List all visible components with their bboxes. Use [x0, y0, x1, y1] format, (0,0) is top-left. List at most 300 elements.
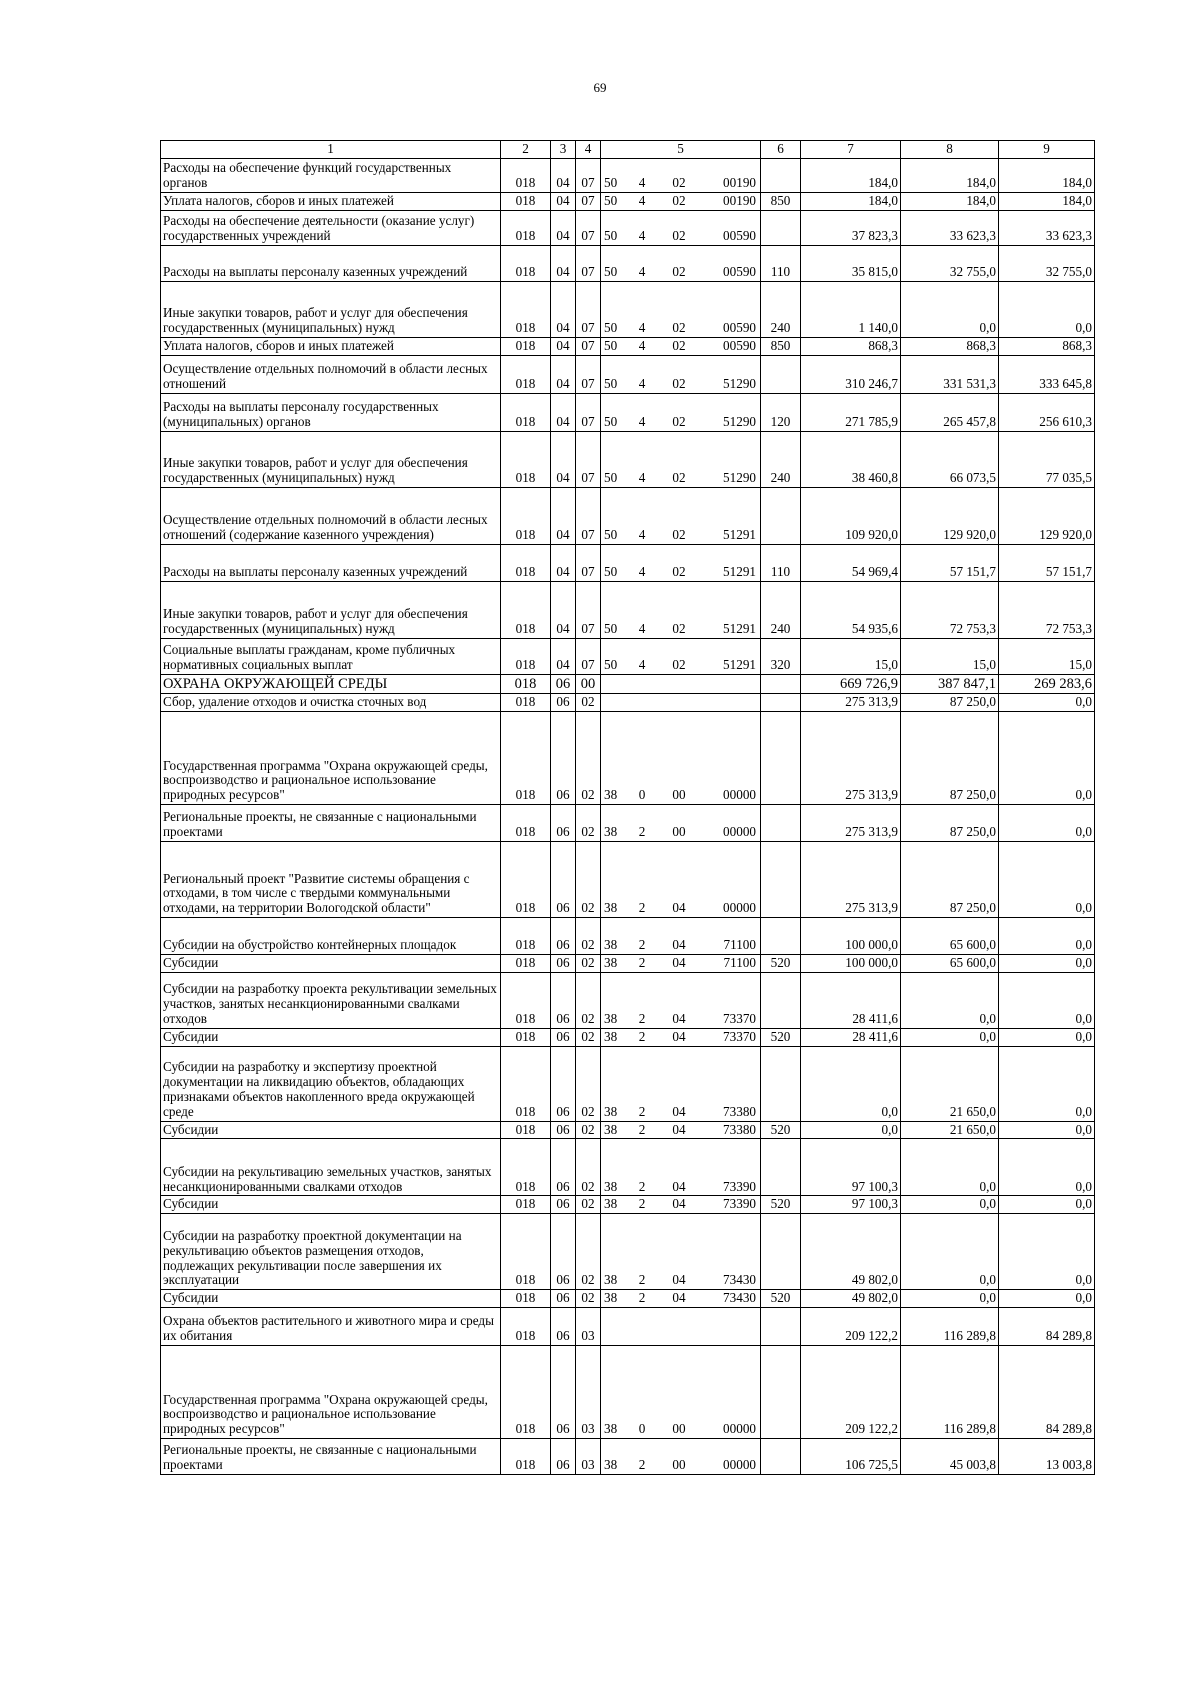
target-article-part: 00000: [723, 900, 756, 916]
cell-subsection-code: 02: [576, 1139, 601, 1196]
target-article-part: 02: [672, 564, 686, 579]
table-row: [161, 805, 1095, 842]
cell-expense-type: [761, 712, 801, 805]
target-article-part: 02: [672, 470, 686, 485]
cell-amount-col8: 66 073,5: [901, 431, 999, 487]
target-article-part: 73430: [723, 1272, 756, 1288]
target-article-part: 04: [672, 1011, 686, 1027]
cell-section-code: 06: [551, 972, 576, 1028]
cell-amount-col9: 0,0: [999, 1028, 1095, 1046]
target-article-part: 38: [604, 824, 618, 840]
cell-section-code: 06: [551, 694, 576, 712]
cell-subsection-code: 02: [576, 1046, 601, 1121]
table-row: [161, 1139, 1095, 1196]
target-article-part: 02: [672, 338, 686, 353]
cell-target-article: [601, 431, 761, 487]
cell-amount-col9: 184,0: [999, 192, 1095, 210]
cell-target-article: [601, 393, 761, 431]
cell-amount-col7: 275 313,9: [801, 694, 901, 712]
target-article-part: 04: [672, 900, 686, 916]
cell-target-article: [601, 1028, 761, 1046]
row-name: Субсидии на обустройство контейнерных площадок: [161, 918, 501, 955]
cell-ministry-code: 018: [501, 1214, 551, 1290]
header-col-1: 1: [161, 141, 501, 159]
cell-subsection-code: 02: [576, 1290, 601, 1308]
cell-target-article: [601, 805, 761, 842]
budget-table: [160, 140, 1095, 1475]
cell-amount-col8: 65 600,0: [901, 918, 999, 955]
cell-target-article: [601, 1290, 761, 1308]
cell-amount-col7: 275 313,9: [801, 805, 901, 842]
target-article-part: 73430: [723, 1290, 756, 1306]
target-article-part: 38: [604, 1011, 618, 1027]
cell-amount-col8: 0,0: [901, 1196, 999, 1214]
target-article-part: 04: [672, 1178, 686, 1194]
row-name: Расходы на обеспечение функций государственных органов: [161, 158, 501, 192]
target-article-part: 04: [672, 1272, 686, 1288]
target-article-part: 4: [638, 320, 646, 335]
cell-amount-col8: 265 457,8: [901, 393, 999, 431]
cell-amount-col7: 35 815,0: [801, 245, 901, 281]
cell-amount-col7: 97 100,3: [801, 1196, 901, 1214]
cell-amount-col7: 669 726,9: [801, 674, 901, 693]
header-col-7: 7: [801, 141, 901, 159]
cell-ministry-code: 018: [501, 158, 551, 192]
cell-amount-col7: 275 313,9: [801, 842, 901, 918]
table-row: [161, 918, 1095, 955]
target-article-part: 02: [672, 264, 686, 279]
cell-subsection-code: 02: [576, 972, 601, 1028]
cell-amount-col7: 209 122,2: [801, 1345, 901, 1438]
cell-amount-col7: 184,0: [801, 158, 901, 192]
cell-amount-col7: 49 802,0: [801, 1214, 901, 1290]
cell-ministry-code: 018: [501, 431, 551, 487]
target-article-part: 2: [638, 1103, 646, 1119]
cell-section-code: 04: [551, 638, 576, 674]
row-name: Расходы на выплаты персоналу казенных учреждений: [161, 544, 501, 581]
cell-amount-col8: 116 289,8: [901, 1307, 999, 1345]
cell-subsection-code: 03: [576, 1307, 601, 1345]
cell-expense-type: [761, 1345, 801, 1438]
cell-amount-col9: 0,0: [999, 955, 1095, 973]
cell-subsection-code: 07: [576, 337, 601, 355]
target-article-part: 2: [638, 1178, 646, 1194]
row-name: Субсидии на рекультивацию земельных участков, занятых несанкционированными свалками отходов: [161, 1139, 501, 1196]
table-row: [161, 355, 1095, 393]
target-article-part: 50: [604, 564, 618, 579]
target-article-part: 00000: [723, 824, 756, 840]
target-article-part: 4: [638, 414, 646, 429]
target-article-part: 51290: [723, 414, 756, 429]
target-article-part: 00590: [723, 264, 756, 279]
target-article-part: 4: [638, 228, 646, 243]
cell-ministry-code: 018: [501, 694, 551, 712]
target-article-part: 4: [638, 264, 646, 279]
cell-subsection-code: 02: [576, 694, 601, 712]
cell-amount-col7: 1 140,0: [801, 281, 901, 337]
target-article-part: 38: [604, 1178, 618, 1194]
row-name: Сбор, удаление отходов и очистка сточных вод: [161, 694, 501, 712]
cell-ministry-code: 018: [501, 1046, 551, 1121]
cell-target-article: [601, 158, 761, 192]
cell-amount-col7: 271 785,9: [801, 393, 901, 431]
target-article-part: 04: [672, 1103, 686, 1119]
cell-amount-col9: 0,0: [999, 805, 1095, 842]
cell-expense-type: 520: [761, 1196, 801, 1214]
cell-subsection-code: 02: [576, 918, 601, 955]
cell-amount-col8: 21 650,0: [901, 1121, 999, 1139]
cell-ministry-code: 018: [501, 1139, 551, 1196]
cell-target-article: [601, 1438, 761, 1474]
cell-amount-col9: 0,0: [999, 281, 1095, 337]
target-article-part: 2: [638, 900, 646, 916]
table-row: [161, 281, 1095, 337]
cell-amount-col9: 33 623,3: [999, 210, 1095, 245]
cell-expense-type: 240: [761, 431, 801, 487]
cell-ministry-code: 018: [501, 805, 551, 842]
cell-amount-col7: 37 823,3: [801, 210, 901, 245]
header-col-5: 5: [601, 141, 761, 159]
cell-section-code: 06: [551, 918, 576, 955]
target-article-part: 50: [604, 376, 618, 391]
cell-subsection-code: 02: [576, 1214, 601, 1290]
cell-amount-col9: 0,0: [999, 1121, 1095, 1139]
row-name: Субсидии на разработку проектной документации на рекультивацию объектов размещения отходов, подлежащих рекультивации после завершения их эксплуатации: [161, 1214, 501, 1290]
cell-subsection-code: 03: [576, 1438, 601, 1474]
cell-section-code: 06: [551, 805, 576, 842]
target-article-part: 2: [638, 937, 646, 953]
target-article-part: 38: [604, 1290, 618, 1306]
row-name: Субсидии: [161, 955, 501, 973]
cell-ministry-code: 018: [501, 337, 551, 355]
cell-ministry-code: 018: [501, 487, 551, 544]
row-name: Расходы на выплаты персоналу казенных учреждений: [161, 245, 501, 281]
cell-expense-type: 520: [761, 1028, 801, 1046]
target-article-part: 00190: [723, 193, 756, 208]
cell-amount-col8: 87 250,0: [901, 694, 999, 712]
target-article-part: 50: [604, 338, 618, 353]
cell-amount-col9: 15,0: [999, 638, 1095, 674]
cell-amount-col7: 49 802,0: [801, 1290, 901, 1308]
cell-subsection-code: 07: [576, 192, 601, 210]
cell-subsection-code: 07: [576, 638, 601, 674]
cell-amount-col7: 28 411,6: [801, 972, 901, 1028]
cell-amount-col7: 100 000,0: [801, 955, 901, 973]
target-article-part: 02: [672, 175, 686, 190]
cell-amount-col7: 184,0: [801, 192, 901, 210]
cell-amount-col8: 0,0: [901, 1290, 999, 1308]
cell-ministry-code: 018: [501, 842, 551, 918]
table-header: [161, 141, 1095, 159]
cell-amount-col8: 184,0: [901, 158, 999, 192]
cell-expense-type: [761, 674, 801, 693]
target-article-part: 2: [638, 1028, 646, 1044]
target-article-part: 51291: [723, 564, 756, 579]
cell-subsection-code: 07: [576, 281, 601, 337]
target-article-part: 51291: [723, 657, 756, 672]
cell-ministry-code: 018: [501, 581, 551, 638]
cell-amount-col7: 28 411,6: [801, 1028, 901, 1046]
table-row: [161, 1290, 1095, 1308]
cell-ministry-code: 018: [501, 355, 551, 393]
table-row: [161, 674, 1095, 693]
row-name: Региональный проект "Развитие системы обращения с отходами, в том числе с твердыми коммунальными отходами, на территории Вологодской области": [161, 842, 501, 918]
table-row: [161, 158, 1095, 192]
target-article-part: 02: [672, 376, 686, 391]
cell-target-article: [601, 1345, 761, 1438]
cell-expense-type: 110: [761, 544, 801, 581]
target-article-part: 4: [638, 564, 646, 579]
cell-amount-col8: 0,0: [901, 281, 999, 337]
cell-section-code: 06: [551, 674, 576, 693]
target-article-part: 04: [672, 937, 686, 953]
cell-amount-col9: 32 755,0: [999, 245, 1095, 281]
cell-amount-col8: 15,0: [901, 638, 999, 674]
cell-ministry-code: 018: [501, 1345, 551, 1438]
row-name: Субсидии: [161, 1196, 501, 1214]
target-article-part: 38: [604, 1457, 618, 1473]
target-article-part: 2: [638, 1011, 646, 1027]
cell-amount-col8: 87 250,0: [901, 712, 999, 805]
table-row: [161, 1028, 1095, 1046]
cell-amount-col8: 129 920,0: [901, 487, 999, 544]
cell-ministry-code: 018: [501, 544, 551, 581]
target-article-part: 2: [638, 1290, 646, 1306]
cell-expense-type: [761, 158, 801, 192]
target-article-part: 4: [638, 621, 646, 636]
cell-amount-col8: 0,0: [901, 972, 999, 1028]
cell-amount-col8: 65 600,0: [901, 955, 999, 973]
target-article-part: 00: [672, 824, 686, 840]
target-article-part: 02: [672, 621, 686, 636]
target-article-part: 73370: [723, 1028, 756, 1044]
cell-section-code: 04: [551, 281, 576, 337]
table-row: [161, 192, 1095, 210]
cell-section-code: 06: [551, 712, 576, 805]
cell-section-code: 04: [551, 192, 576, 210]
cell-target-article: [601, 1121, 761, 1139]
table-row: [161, 431, 1095, 487]
cell-amount-col9: 0,0: [999, 842, 1095, 918]
cell-target-article: [601, 674, 761, 693]
target-article-part: 71100: [723, 937, 756, 953]
cell-amount-col8: 45 003,8: [901, 1438, 999, 1474]
cell-amount-col9: 77 035,5: [999, 431, 1095, 487]
target-article-part: 51290: [723, 470, 756, 485]
cell-expense-type: [761, 1046, 801, 1121]
target-article-part: 02: [672, 657, 686, 672]
row-name: Субсидии: [161, 1121, 501, 1139]
row-name: Субсидии: [161, 1290, 501, 1308]
cell-amount-col8: 0,0: [901, 1214, 999, 1290]
header-col-9: 9: [999, 141, 1095, 159]
target-article-part: 4: [638, 657, 646, 672]
target-article-part: 51291: [723, 621, 756, 636]
cell-target-article: [601, 1139, 761, 1196]
target-article-part: 50: [604, 621, 618, 636]
cell-target-article: [601, 245, 761, 281]
cell-section-code: 06: [551, 842, 576, 918]
table-row: [161, 544, 1095, 581]
cell-subsection-code: 02: [576, 805, 601, 842]
cell-amount-col9: 0,0: [999, 1290, 1095, 1308]
table-row: [161, 393, 1095, 431]
cell-ministry-code: 018: [501, 674, 551, 693]
cell-expense-type: [761, 355, 801, 393]
cell-amount-col7: 0,0: [801, 1046, 901, 1121]
cell-amount-col7: 310 246,7: [801, 355, 901, 393]
target-article-part: 04: [672, 1290, 686, 1306]
cell-expense-type: [761, 918, 801, 955]
cell-amount-col7: 0,0: [801, 1121, 901, 1139]
cell-subsection-code: 07: [576, 431, 601, 487]
cell-section-code: 06: [551, 1046, 576, 1121]
cell-subsection-code: 07: [576, 581, 601, 638]
cell-target-article: [601, 842, 761, 918]
cell-section-code: 04: [551, 355, 576, 393]
cell-subsection-code: 02: [576, 1196, 601, 1214]
table-row: [161, 638, 1095, 674]
cell-amount-col9: 0,0: [999, 1214, 1095, 1290]
cell-amount-col7: 38 460,8: [801, 431, 901, 487]
cell-amount-col9: 72 753,3: [999, 581, 1095, 638]
cell-amount-col8: 116 289,8: [901, 1345, 999, 1438]
cell-expense-type: 240: [761, 581, 801, 638]
cell-target-article: [601, 281, 761, 337]
table-row: [161, 1196, 1095, 1214]
target-article-part: 02: [672, 228, 686, 243]
cell-ministry-code: 018: [501, 210, 551, 245]
table-row: [161, 955, 1095, 973]
target-article-part: 38: [604, 937, 618, 953]
table-row: [161, 972, 1095, 1028]
header-col-8: 8: [901, 141, 999, 159]
target-article-part: 2: [638, 824, 646, 840]
cell-amount-col9: 13 003,8: [999, 1438, 1095, 1474]
target-article-part: 50: [604, 414, 618, 429]
cell-target-article: [601, 972, 761, 1028]
cell-ministry-code: 018: [501, 1028, 551, 1046]
target-article-part: 38: [604, 1196, 618, 1212]
cell-section-code: 04: [551, 487, 576, 544]
row-name: Региональные проекты, не связанные с национальными проектами: [161, 1438, 501, 1474]
target-article-part: 51291: [723, 527, 756, 542]
cell-expense-type: 520: [761, 1290, 801, 1308]
cell-target-article: [601, 487, 761, 544]
target-article-part: 73390: [723, 1178, 756, 1194]
row-name: Иные закупки товаров, работ и услуг для обеспечения государственных (муниципальных) нужд: [161, 581, 501, 638]
cell-amount-col8: 0,0: [901, 1139, 999, 1196]
cell-section-code: 06: [551, 1121, 576, 1139]
cell-target-article: [601, 337, 761, 355]
target-article-part: 00000: [723, 1457, 756, 1473]
cell-ministry-code: 018: [501, 918, 551, 955]
cell-target-article: [601, 694, 761, 712]
cell-amount-col9: 333 645,8: [999, 355, 1095, 393]
cell-section-code: 06: [551, 955, 576, 973]
target-article-part: 38: [604, 1421, 618, 1437]
cell-ministry-code: 018: [501, 1438, 551, 1474]
cell-subsection-code: 02: [576, 1028, 601, 1046]
cell-section-code: 04: [551, 544, 576, 581]
cell-ministry-code: 018: [501, 955, 551, 973]
target-article-part: 04: [672, 1196, 686, 1212]
row-name: Расходы на выплаты персоналу государственных (муниципальных) органов: [161, 393, 501, 431]
cell-amount-col9: 0,0: [999, 918, 1095, 955]
target-article-part: 50: [604, 264, 618, 279]
row-name: Расходы на обеспечение деятельности (оказание услуг) государственных учреждений: [161, 210, 501, 245]
header-col-6: 6: [761, 141, 801, 159]
cell-section-code: 06: [551, 1345, 576, 1438]
cell-subsection-code: 07: [576, 158, 601, 192]
cell-ministry-code: 018: [501, 1307, 551, 1345]
cell-amount-col7: 15,0: [801, 638, 901, 674]
cell-expense-type: [761, 1214, 801, 1290]
cell-target-article: [601, 355, 761, 393]
cell-subsection-code: 07: [576, 210, 601, 245]
row-name: Государственная программа "Охрана окружающей среды, воспроизводство и рациональное использование природных ресурсов": [161, 1345, 501, 1438]
cell-amount-col8: 387 847,1: [901, 674, 999, 693]
target-article-part: 00000: [723, 787, 756, 803]
target-article-part: 4: [638, 470, 646, 485]
cell-amount-col7: 54 969,4: [801, 544, 901, 581]
header-col-2: 2: [501, 141, 551, 159]
cell-amount-col9: 256 610,3: [999, 393, 1095, 431]
row-name: Социальные выплаты гражданам, кроме публичных нормативных социальных выплат: [161, 638, 501, 674]
cell-amount-col7: 100 000,0: [801, 918, 901, 955]
cell-ministry-code: 018: [501, 1196, 551, 1214]
table-row: [161, 1046, 1095, 1121]
cell-amount-col9: 0,0: [999, 1139, 1095, 1196]
cell-section-code: 06: [551, 1214, 576, 1290]
target-article-part: 73390: [723, 1196, 756, 1212]
cell-ministry-code: 018: [501, 192, 551, 210]
target-article-part: 02: [672, 414, 686, 429]
cell-amount-col8: 57 151,7: [901, 544, 999, 581]
cell-amount-col7: 106 725,5: [801, 1438, 901, 1474]
cell-section-code: 04: [551, 245, 576, 281]
cell-expense-type: [761, 805, 801, 842]
cell-subsection-code: 07: [576, 355, 601, 393]
cell-amount-col7: 109 920,0: [801, 487, 901, 544]
target-article-part: 50: [604, 228, 618, 243]
table-row: [161, 1307, 1095, 1345]
cell-amount-col8: 184,0: [901, 192, 999, 210]
cell-ministry-code: 018: [501, 245, 551, 281]
cell-target-article: [601, 210, 761, 245]
cell-section-code: 04: [551, 393, 576, 431]
cell-amount-col8: 331 531,3: [901, 355, 999, 393]
target-article-part: 0: [638, 1421, 646, 1437]
cell-amount-col9: 0,0: [999, 972, 1095, 1028]
cell-amount-col7: 97 100,3: [801, 1139, 901, 1196]
target-article-part: 00590: [723, 228, 756, 243]
target-article-part: 73370: [723, 1011, 756, 1027]
cell-amount-col8: 32 755,0: [901, 245, 999, 281]
cell-section-code: 04: [551, 337, 576, 355]
cell-amount-col9: 184,0: [999, 158, 1095, 192]
cell-section-code: 04: [551, 158, 576, 192]
row-name: Иные закупки товаров, работ и услуг для обеспечения государственных (муниципальных) нужд: [161, 431, 501, 487]
target-article-part: 00000: [723, 1421, 756, 1437]
cell-amount-col7: 275 313,9: [801, 712, 901, 805]
target-article-part: 2: [638, 955, 646, 971]
header-col-3: 3: [551, 141, 576, 159]
cell-subsection-code: 02: [576, 842, 601, 918]
target-article-part: 2: [638, 1457, 646, 1473]
cell-expense-type: [761, 694, 801, 712]
cell-subsection-code: 07: [576, 544, 601, 581]
